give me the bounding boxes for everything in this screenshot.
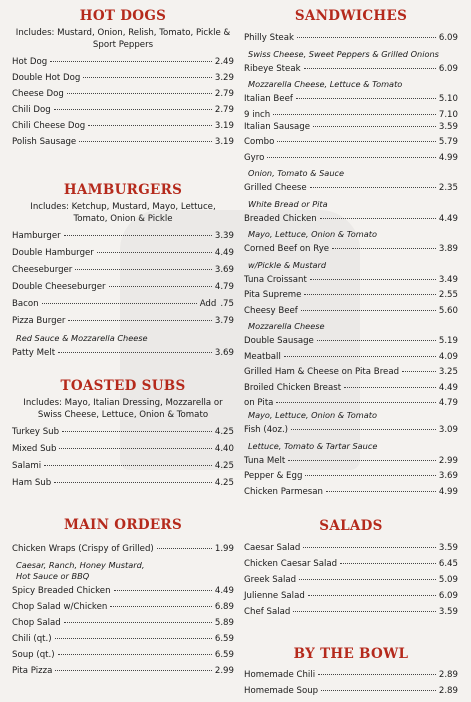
item-price: 5.19: [438, 336, 458, 346]
dot-leader: [344, 387, 436, 388]
item-price: 3.09: [438, 425, 458, 435]
item-name: Cheesy Beef: [244, 305, 298, 316]
item-price: 4.99: [438, 152, 458, 163]
menu-item: [12, 461, 234, 478]
menu-item: [244, 487, 458, 503]
dot-leader: [75, 269, 212, 270]
item-price: 5.79: [438, 137, 458, 147]
menu-item-row: [12, 73, 234, 89]
dot-leader: [58, 352, 212, 353]
menu-item-row: [244, 487, 458, 503]
item-description: Mayo, Lettuce, Onion & Tomato: [248, 229, 377, 239]
item-name: Pizza Burger: [12, 316, 66, 326]
item-name: Homemade Chili: [244, 670, 316, 680]
item-name: Chicken Caesar Salad: [244, 559, 338, 569]
menu-item: [244, 94, 458, 122]
item-price: 4.09: [438, 351, 458, 362]
dot-leader: [318, 674, 436, 675]
menu-item-row: [12, 231, 234, 248]
menu-item: [244, 591, 458, 607]
dot-leader: [79, 141, 212, 142]
dot-leader: [326, 491, 436, 492]
item-list: [12, 231, 234, 365]
item-price: 4.25: [214, 427, 234, 437]
dot-leader: [276, 402, 435, 403]
item-name: Soup (qt.): [12, 650, 55, 660]
item-price: 3.89: [438, 244, 458, 254]
menu-item: [12, 248, 234, 265]
dot-leader: [64, 235, 212, 236]
menu-item: [12, 282, 234, 299]
menu-item: [244, 367, 458, 383]
item-price: 2.55: [438, 290, 458, 300]
dot-leader: [310, 279, 436, 280]
item-description: w/Pickle & Mustard: [248, 259, 327, 270]
menu-item-row: [12, 586, 234, 602]
item-name: Hamburger: [12, 231, 61, 241]
item-name: Greek Salad: [244, 575, 297, 585]
menu-item: [244, 153, 458, 180]
section-hot-dogs: [12, 8, 234, 153]
item-name: Mixed Sub: [12, 444, 57, 454]
menu-item: [244, 275, 458, 291]
section-sandwiches: [244, 8, 458, 502]
menu-item-row: [244, 137, 458, 153]
item-name: Patty Melt: [12, 348, 56, 358]
section-includes: Includes: Mayo, Italian Dressing, Mozzarella or Swiss Cheese, Lettuce, Onion & Tomato: [23, 398, 223, 420]
dot-leader: [340, 563, 436, 564]
item-name: Corned Beef on Rye: [244, 244, 330, 254]
menu-item-row: [12, 348, 234, 365]
menu-item: [244, 575, 458, 591]
item-description: Red Sauce & Mozzarella Cheese: [16, 333, 148, 343]
menu-item: [12, 427, 234, 444]
menu-item-row: [244, 306, 458, 322]
item-price: 3.69: [438, 471, 458, 481]
item-price: 4.99: [438, 486, 458, 497]
item-price: 4.49: [214, 586, 234, 596]
menu-item: [12, 105, 234, 121]
dot-leader: [59, 448, 211, 449]
dot-leader: [317, 340, 436, 341]
menu-item-row: [244, 94, 458, 110]
item-name: Spicy Breaded Chicken: [12, 586, 111, 596]
item-name: Grilled Cheese: [244, 183, 307, 193]
item-name: Chop Salad w/Chicken: [12, 602, 108, 612]
section-main-orders: [12, 517, 234, 682]
section-by-the-bowl: [244, 646, 458, 702]
menu-item: [244, 383, 458, 422]
menu-item-row: [244, 214, 458, 230]
item-description: Swiss Cheese, Sweet Peppers & Grilled Onions: [248, 48, 439, 59]
menu-item: [244, 137, 458, 153]
item-name: Hot Dog: [12, 57, 48, 67]
menu-item: [12, 586, 234, 602]
item-name: Fish (4oz.): [244, 425, 289, 435]
menu-item: [244, 456, 458, 472]
item-price: 6.09: [438, 33, 458, 43]
item-name: Grilled Ham & Cheese on Pita Bread: [244, 367, 400, 377]
item-price: 3.25: [438, 367, 458, 377]
menu-item: [12, 666, 234, 682]
menu-item-row: [244, 183, 458, 199]
section-includes: Includes: Ketchup, Mustard, Mayo, Lettuce, Tomato, Onion & Pickle: [30, 202, 216, 224]
item-name: Julienne Salad: [244, 591, 305, 601]
dot-leader: [303, 547, 435, 548]
menu-item-row: [244, 543, 458, 559]
dot-leader: [305, 475, 435, 476]
item-price: 3.79: [214, 316, 234, 326]
item-price: 4.79: [438, 398, 458, 408]
item-price: 2.89: [438, 686, 458, 696]
item-name: Chop Salad: [12, 618, 61, 628]
dot-leader: [110, 606, 212, 607]
dot-leader: [55, 638, 212, 639]
menu-item-row: [244, 471, 458, 487]
dot-leader: [67, 93, 212, 94]
item-price: 4.40: [214, 444, 234, 454]
menu-item-row: [244, 275, 458, 291]
item-price: 3.19: [214, 121, 234, 131]
menu-item-row: [12, 427, 234, 444]
dot-leader: [297, 37, 436, 38]
item-price: 3.49: [438, 274, 458, 285]
item-name: Turkey Sub: [12, 427, 60, 437]
section-title: MAIN ORDERS: [63, 517, 183, 533]
dot-leader: [68, 320, 211, 321]
menu-item-row: [244, 336, 458, 352]
dot-leader: [277, 141, 436, 142]
item-name: Gyro: [244, 152, 265, 163]
item-price: 3.59: [438, 121, 458, 132]
menu-item: [12, 348, 234, 365]
dot-leader: [308, 595, 436, 596]
item-name: Italian Beef: [244, 94, 293, 104]
dot-leader: [291, 429, 436, 430]
menu-item-row: [12, 666, 234, 682]
section-title: BY THE BOWL: [293, 646, 409, 662]
dot-leader: [109, 286, 212, 287]
item-price: 3.29: [214, 73, 234, 83]
menu-item-row: [12, 634, 234, 650]
item-price: 2.35: [438, 183, 458, 193]
item-price: 4.49: [438, 213, 458, 224]
dot-leader: [301, 310, 436, 311]
menu-item: [12, 73, 234, 89]
menu-item-row: [12, 282, 234, 299]
dot-leader: [288, 460, 436, 461]
item-price: 3.39: [214, 231, 234, 241]
item-name: Italian Sausage: [244, 121, 311, 132]
item-price: 2.79: [214, 105, 234, 115]
menu-item-row: [12, 89, 234, 105]
item-name: Double Cheeseburger: [12, 282, 106, 292]
item-name: Cheese Dog: [12, 89, 64, 99]
menu-item: [12, 121, 234, 137]
menu-item-row: [244, 383, 458, 399]
dot-leader: [55, 670, 211, 671]
menu-item-row: [12, 602, 234, 618]
menu-item: [244, 33, 458, 60]
item-description: White Bread or Pita: [248, 198, 328, 209]
item-price: .75: [220, 299, 234, 309]
menu-item: [12, 544, 234, 582]
item-description: Onion, Tomato & Sauce: [248, 168, 345, 178]
item-price: 6.45: [438, 559, 458, 569]
menu-item-row: [244, 33, 458, 49]
menu-item: [244, 336, 458, 352]
item-price: 2.79: [214, 89, 234, 99]
menu-item: [12, 299, 234, 316]
dot-leader: [293, 611, 436, 612]
menu-item-row: [244, 559, 458, 575]
section-title: HAMBURGERS: [63, 182, 183, 198]
menu-item: [12, 89, 234, 105]
item-name: Caesar Salad: [244, 543, 301, 553]
item-price: 3.19: [214, 137, 234, 147]
menu-item-row: [244, 110, 458, 122]
dot-leader: [50, 61, 212, 62]
item-price: 6.09: [438, 591, 458, 601]
section-toasted-subs: [12, 378, 234, 495]
item-name: Chili (qt.): [12, 634, 52, 644]
item-price: 3.69: [214, 265, 234, 275]
item-price: 3.59: [438, 607, 458, 617]
item-price: 2.49: [214, 57, 234, 67]
item-description: Hot Sauce or BBQ: [16, 571, 90, 581]
menu-item: [244, 290, 458, 306]
item-name: Chili Dog: [12, 105, 51, 115]
menu-item: [12, 634, 234, 650]
dot-leader: [273, 114, 436, 115]
menu-item-row: [12, 316, 234, 333]
item-price: 7.10: [438, 109, 458, 120]
item-list: [12, 427, 234, 495]
add-label: Add: [199, 299, 217, 309]
menu-item: [244, 607, 458, 623]
dot-leader: [157, 548, 212, 549]
dot-leader: [64, 622, 212, 623]
menu-item: [244, 559, 458, 575]
item-name: Combo: [244, 137, 275, 147]
section-title: SANDWICHES: [294, 8, 408, 24]
menu-item-row: [12, 265, 234, 282]
menu-item-row: [244, 425, 458, 441]
menu-item: [244, 244, 458, 271]
item-list: [244, 670, 458, 702]
dot-leader: [42, 303, 197, 304]
menu-item-row: [244, 153, 458, 169]
menu-item: [12, 650, 234, 666]
item-name: on Pita: [244, 398, 274, 408]
item-list: [12, 57, 234, 153]
item-name: Pita Supreme: [244, 290, 302, 300]
dot-leader: [332, 248, 436, 249]
menu-item: [12, 316, 234, 344]
dot-leader: [54, 109, 212, 110]
dot-leader: [321, 690, 436, 691]
item-name: Chicken Parmesan: [244, 486, 323, 497]
item-name: Breaded Chicken: [244, 213, 317, 224]
menu-item: [12, 57, 234, 73]
item-price: 3.59: [438, 543, 458, 553]
item-name: Polish Sausage: [12, 137, 77, 147]
menu-item-row: [12, 57, 234, 73]
item-price: 2.99: [214, 666, 234, 676]
item-list: [244, 543, 458, 623]
item-name: Homemade Soup: [244, 686, 319, 696]
section-includes: Includes: Mustard, Onion, Relish, Tomato, Pickle & Sport Peppers: [15, 28, 231, 50]
item-price: 1.99: [214, 544, 234, 554]
item-price: 3.69: [214, 348, 234, 358]
menu-item-row: [12, 461, 234, 478]
item-price: 5.10: [438, 94, 458, 104]
menu-item: [12, 137, 234, 153]
item-name: Tuna Croissant: [244, 274, 307, 285]
menu-item-row: [12, 618, 234, 634]
item-name: Chef Salad: [244, 607, 291, 617]
menu-item: [244, 214, 458, 241]
item-price: 6.59: [214, 634, 234, 644]
item-name: Ham Sub: [12, 478, 52, 488]
menu-item-row: [244, 244, 458, 260]
menu-item: [244, 306, 458, 333]
item-price: 6.59: [214, 650, 234, 660]
menu-item: [12, 231, 234, 248]
item-price: 4.49: [214, 248, 234, 258]
menu-item-row: [12, 478, 234, 495]
item-price: 6.89: [214, 602, 234, 612]
item-price: 4.49: [438, 382, 458, 393]
section-title: HOT DOGS: [79, 8, 167, 24]
menu-item: [12, 444, 234, 461]
item-name: Tuna Melt: [244, 455, 286, 466]
menu-item-row: [244, 398, 458, 410]
item-name: Cheeseburger: [12, 265, 73, 275]
menu-item-row: [12, 544, 234, 560]
item-description: Mozzarella Cheese, Lettuce & Tomato: [248, 79, 403, 89]
dot-leader: [58, 654, 212, 655]
menu-item-row: [244, 352, 458, 368]
item-name: Chicken Wraps (Crispy of Grilled): [12, 544, 154, 554]
section-salads: [244, 518, 458, 623]
item-name: Double Hot Dog: [12, 73, 81, 83]
dot-leader: [304, 68, 436, 69]
dot-leader: [83, 77, 212, 78]
menu-item: [244, 352, 458, 368]
item-price: 5.89: [214, 618, 234, 628]
item-name: Philly Steak: [244, 33, 294, 43]
dot-leader: [313, 126, 436, 127]
item-description: Mayo, Lettuce, Onion & Tomato: [248, 410, 377, 420]
menu-item: [244, 122, 458, 138]
item-name: Double Sausage: [244, 336, 314, 346]
item-name: Double Hamburger: [12, 248, 94, 258]
menu-item: [244, 425, 458, 452]
menu-item-row: [12, 299, 234, 316]
item-price: 4.25: [214, 461, 234, 471]
menu-item-row: [244, 64, 458, 80]
menu-item-row: [244, 575, 458, 591]
menu-item: [12, 618, 234, 634]
menu-item: [12, 265, 234, 282]
menu-item-row: [12, 650, 234, 666]
item-name: Meatball: [244, 351, 281, 362]
dot-leader: [114, 590, 212, 591]
item-description: Caesar, Ranch, Honey Mustard,: [16, 560, 145, 570]
menu-item-row: [244, 591, 458, 607]
item-price: 2.89: [438, 670, 458, 680]
menu-item-row: [244, 670, 458, 686]
item-name: 9 inch: [244, 109, 271, 120]
menu-item: [12, 602, 234, 618]
item-list: [244, 33, 458, 502]
dot-leader: [299, 579, 436, 580]
dot-leader: [402, 371, 436, 372]
item-price: 6.09: [438, 63, 458, 74]
dot-leader: [310, 187, 436, 188]
menu-item: [244, 64, 458, 91]
menu-item: [244, 670, 458, 686]
menu-item-row: [244, 122, 458, 138]
menu-item-row: [12, 137, 234, 153]
menu-item-row: [12, 105, 234, 121]
item-description: Mozzarella Cheese: [248, 321, 325, 331]
dot-leader: [88, 125, 212, 126]
item-price: 5.09: [438, 575, 458, 585]
menu-item-row: [244, 607, 458, 623]
dot-leader: [62, 431, 212, 432]
dot-leader: [304, 294, 435, 295]
item-price: 5.60: [438, 305, 458, 316]
menu-item-row: [12, 248, 234, 265]
dot-leader: [284, 356, 436, 357]
menu-item: [244, 543, 458, 559]
section-hamburgers: [12, 182, 234, 365]
menu-item-row: [244, 290, 458, 306]
menu-item: [244, 183, 458, 210]
menu-item-row: [244, 456, 458, 472]
menu-item-row: [12, 444, 234, 461]
menu-item: [12, 478, 234, 495]
item-price: 2.99: [438, 455, 458, 466]
item-name: Salami: [12, 461, 42, 471]
dot-leader: [296, 98, 436, 99]
item-name: Ribeye Steak: [244, 63, 301, 74]
dot-leader: [97, 252, 212, 253]
dot-leader: [54, 482, 212, 483]
item-price: 4.79: [214, 282, 234, 292]
item-name: Pepper & Egg: [244, 471, 303, 481]
item-description: Lettuce, Tomato & Tartar Sauce: [248, 440, 378, 451]
section-title: TOASTED SUBS: [60, 378, 186, 394]
menu-item: [244, 471, 458, 487]
dot-leader: [44, 465, 212, 466]
item-name: Pita Pizza: [12, 666, 53, 676]
item-list: [12, 544, 234, 682]
item-name: Bacon: [12, 299, 39, 309]
menu-item-row: [244, 367, 458, 383]
item-price: 4.25: [214, 478, 234, 488]
item-name: Broiled Chicken Breast: [244, 382, 342, 393]
dot-leader: [267, 157, 436, 158]
dot-leader: [320, 218, 436, 219]
section-title: SALADS: [319, 518, 383, 534]
item-name: Chili Cheese Dog: [12, 121, 86, 131]
menu-item-row: [12, 121, 234, 137]
